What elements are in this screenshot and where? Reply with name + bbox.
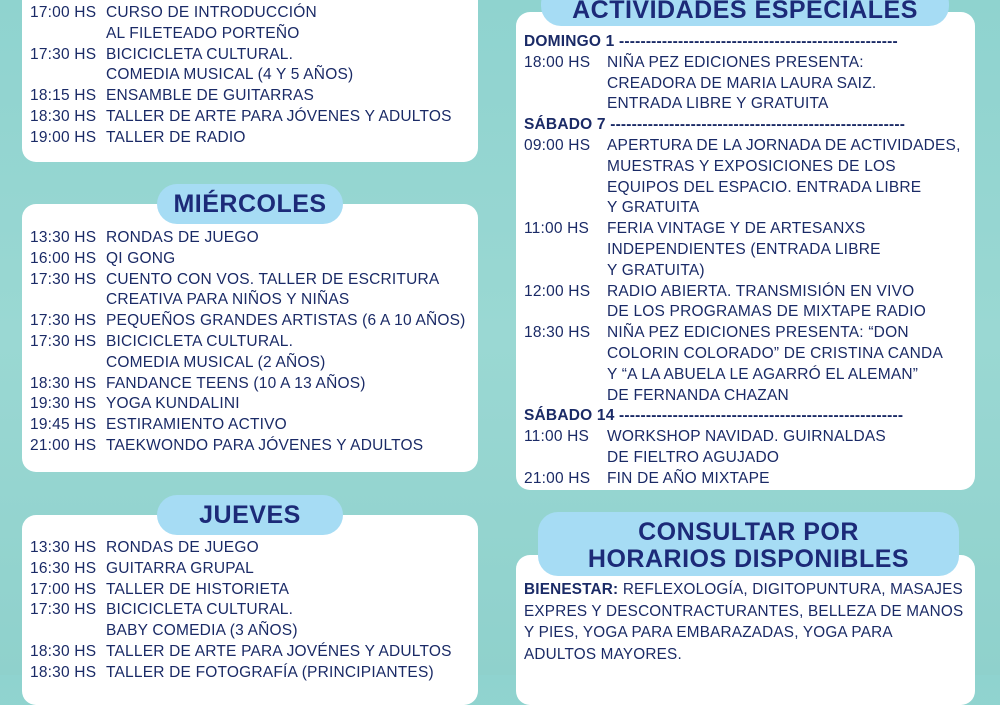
- schedule-activity: TALLER DE ARTE PARA JÓVENES Y ADULTOS: [106, 107, 452, 125]
- schedule-time: 17:30 HS: [30, 601, 97, 619]
- schedule-activity: COLORIN COLORADO” DE CRISTINA CANDA: [607, 344, 943, 362]
- schedule-time: 18:30 HS: [30, 642, 97, 660]
- miercoles-schedule-rows: [30, 228, 472, 457]
- special-day-label: DOMINGO 1 ----------------------------------------------------: [524, 33, 898, 50]
- schedule-activity: RONDAS DE JUEGO: [106, 229, 259, 246]
- schedule-row: [30, 270, 472, 291]
- schedule-activity: TAEKWONDO PARA JÓVENES Y ADULTOS: [106, 436, 424, 454]
- schedule-activity: ENTRADA LIBRE Y GRATUITA: [607, 95, 829, 113]
- schedule-activity: RADIO ABIERTA. TRANSMISIÓN EN VIVO: [607, 282, 915, 300]
- schedule-time: 21:00 HS: [524, 469, 591, 487]
- schedule-row: [524, 365, 969, 386]
- schedule-row: [524, 282, 969, 303]
- schedule-time: 19:00 HS: [30, 128, 97, 146]
- schedule-row: [524, 198, 969, 219]
- schedule-activity: TALLER DE FOTOGRAFÍA (PRINCIPIANTES): [106, 663, 434, 681]
- schedule-time: [30, 353, 106, 374]
- schedule-row: [30, 24, 472, 45]
- schedule-activity: CREATIVA PARA NIÑOS Y NIÑAS: [106, 291, 350, 309]
- schedule-activity: Y GRATUITA): [607, 261, 705, 279]
- schedule-row: [30, 394, 472, 415]
- schedule-activity: Y GRATUITA: [607, 199, 700, 217]
- schedule-time: 12:00 HS: [524, 282, 591, 300]
- schedule-row: [30, 332, 472, 353]
- especiales-schedule-rows: [524, 32, 969, 490]
- schedule-activity: TALLER DE HISTORIETA: [106, 580, 290, 598]
- schedule-activity: NIÑA PEZ EDICIONES PRESENTA:: [607, 53, 864, 71]
- schedule-time: 18:30 HS: [30, 663, 97, 681]
- schedule-time: 16:00 HS: [30, 249, 97, 267]
- schedule-row: [524, 74, 969, 95]
- schedule-activity: QI GONG: [106, 249, 176, 267]
- schedule-time: [30, 290, 106, 311]
- schedule-activity: BICICICLETA CULTURAL.: [106, 601, 294, 619]
- schedule-row: [524, 323, 969, 344]
- special-day-label: SÁBADO 14 -----------------------------------------------------: [524, 407, 904, 425]
- schedule-activity: WORKSHOP NAVIDAD. GUIRNALDAS: [607, 428, 886, 446]
- schedule-time: 17:00 HS: [30, 580, 97, 598]
- tuesday-schedule-rows: [30, 3, 472, 149]
- schedule-activity: GUITARRA GRUPAL: [106, 559, 254, 577]
- schedule-time: 17:30 HS: [30, 270, 97, 288]
- schedule-row: [30, 45, 472, 66]
- consultar-title: [538, 512, 959, 576]
- schedule-time: 13:30 HS: [30, 539, 97, 556]
- schedule-activity: PEQUEÑOS GRANDES ARTISTAS (6 A 10 AÑOS): [106, 312, 466, 330]
- schedule-time: 21:00 HS: [30, 436, 97, 454]
- schedule-row: [524, 219, 969, 240]
- schedule-time: [524, 261, 607, 282]
- schedule-time: [524, 178, 607, 199]
- schedule-time: [524, 94, 607, 115]
- schedule-time: [524, 302, 607, 323]
- schedule-activity: INDEPENDIENTES (ENTRADA LIBRE: [607, 240, 881, 258]
- schedule-row: [30, 600, 472, 621]
- bienestar-text: REFLEXOLOGÍA, DIGITOPUNTURA, MASAJES EXPRES Y DESCONTRACTURANTES, BELLEZA DE MANOS Y PIES, YOGA PARA EMBARAZADAS, YOGA PARA ADULTOS MAYORES.: [524, 581, 964, 663]
- schedule-row: [524, 261, 969, 282]
- schedule-row: [30, 374, 472, 395]
- schedule-row: [30, 538, 472, 559]
- special-day-label: SÁBADO 7 -------------------------------------------------------: [524, 116, 906, 134]
- schedule-row: [524, 94, 969, 115]
- schedule-row: [30, 107, 472, 128]
- schedule-time: 16:30 HS: [30, 559, 97, 577]
- schedule-time: [524, 365, 607, 386]
- schedule-activity: TALLER DE ARTE PARA JOVÉNES Y ADULTOS: [106, 642, 452, 660]
- miercoles-card: [22, 204, 478, 472]
- schedule-time: 18:30 HS: [30, 107, 97, 125]
- schedule-row: [30, 86, 472, 107]
- schedule-time: [524, 386, 607, 407]
- schedule-row: [30, 642, 472, 663]
- schedule-time: [30, 65, 106, 86]
- schedule-row: [30, 580, 472, 601]
- schedule-activity: DE LOS PROGRAMAS DE MIXTAPE RADIO: [607, 303, 926, 321]
- bienestar-label: BIENESTAR:: [524, 581, 619, 598]
- schedule-time: [30, 24, 106, 45]
- schedule-time: 09:00 HS: [524, 136, 591, 154]
- schedule-time: 18:00 HS: [524, 53, 591, 71]
- actividades-especiales-card: [516, 12, 975, 490]
- schedule-time: 17:30 HS: [30, 45, 97, 63]
- schedule-time: [524, 157, 607, 178]
- schedule-activity: CUENTO CON VOS. TALLER DE ESCRITURA: [106, 270, 440, 288]
- schedule-time: [524, 448, 607, 469]
- schedule-row: [524, 448, 969, 469]
- schedule-row: [30, 128, 472, 149]
- schedule-row: [524, 136, 969, 157]
- schedule-row: [524, 302, 969, 323]
- schedule-activity: DE FIELTRO AGUJADO: [607, 448, 780, 466]
- schedule-activity: BICICICLETA CULTURAL.: [106, 332, 294, 350]
- schedule-time: 19:30 HS: [30, 395, 97, 413]
- schedule-time: 17:30 HS: [30, 332, 97, 350]
- tuesday-schedule-card: [22, 0, 478, 162]
- schedule-activity: CREADORA DE MARIA LAURA SAIZ.: [607, 74, 877, 92]
- miercoles-title: MIÉRCOLES: [157, 184, 343, 224]
- schedule-row: [30, 436, 472, 457]
- schedule-row: [30, 621, 472, 642]
- schedule-time: 18:30 HS: [524, 324, 591, 342]
- schedule-activity: MUESTRAS Y EXPOSICIONES DE LOS: [607, 157, 896, 175]
- schedule-activity: ENSAMBLE DE GUITARRAS: [106, 87, 315, 105]
- consultar-card: [516, 555, 975, 705]
- schedule-row: [30, 290, 472, 311]
- schedule-row: [524, 53, 969, 74]
- schedule-row: [30, 228, 472, 249]
- schedule-activity: APERTURA DE LA JORNADA DE ACTIVIDADES,: [607, 136, 961, 154]
- schedule-row: [30, 65, 472, 86]
- schedule-row: [524, 157, 969, 178]
- schedule-activity: Y “A LA ABUELA LE AGARRÓ EL ALEMAN”: [607, 365, 919, 383]
- consultar-title-line2: HORARIOS DISPONIBLES: [587, 545, 910, 573]
- schedule-row: [524, 469, 969, 490]
- schedule-row: [30, 353, 472, 374]
- schedule-time: 11:00 HS: [524, 220, 590, 238]
- schedule-activity: YOGA KUNDALINI: [106, 395, 240, 413]
- schedule-activity: AL FILETEADO PORTEÑO: [106, 24, 300, 42]
- schedule-time: [524, 74, 607, 95]
- schedule-row: [524, 344, 969, 365]
- schedule-time: 18:15 HS: [30, 87, 97, 105]
- schedule-time: 11:00 HS: [524, 428, 590, 446]
- schedule-row: [30, 559, 472, 580]
- bienestar-paragraph: [524, 579, 967, 665]
- schedule-activity: DE FERNANDA CHAZAN: [607, 386, 789, 404]
- jueves-card: [22, 515, 478, 705]
- schedule-activity: COMEDIA MUSICAL (4 Y 5 AÑOS): [106, 66, 354, 84]
- consultar-title-line1: CONSULTAR POR: [638, 518, 859, 546]
- schedule-time: [30, 621, 106, 642]
- schedule-row: [524, 386, 969, 407]
- schedule-activity: BICICICLETA CULTURAL.: [106, 45, 294, 63]
- schedule-row: [30, 3, 472, 24]
- schedule-time: 18:30 HS: [30, 374, 97, 392]
- schedule-activity: NIÑA PEZ EDICIONES PRESENTA: “DON: [607, 324, 909, 342]
- jueves-schedule-rows: [30, 538, 472, 684]
- schedule-activity: ESTIRAMIENTO ACTIVO: [106, 416, 287, 434]
- schedule-time: [524, 240, 607, 261]
- schedule-row: [30, 311, 472, 332]
- schedule-activity: FANDANCE TEENS (10 A 13 AÑOS): [106, 374, 366, 392]
- schedule-activity: CURSO DE INTRODUCCIÓN: [106, 4, 317, 21]
- schedule-row: [524, 427, 969, 448]
- schedule-row: [30, 249, 472, 270]
- schedule-activity: RONDAS DE JUEGO: [106, 539, 259, 556]
- jueves-title: JUEVES: [157, 495, 343, 535]
- schedule-activity: EQUIPOS DEL ESPACIO. ENTRADA LIBRE: [607, 178, 922, 196]
- actividades-especiales-title: ACTIVIDADES ESPECIALES: [541, 0, 949, 26]
- schedule-activity: FIN DE AÑO MIXTAPE: [607, 469, 770, 487]
- schedule-time: [524, 344, 607, 365]
- schedule-time: 17:00 HS: [30, 4, 97, 21]
- schedule-activity: COMEDIA MUSICAL (2 AÑOS): [106, 353, 326, 371]
- schedule-activity: BABY COMEDIA (3 AÑOS): [106, 622, 298, 640]
- schedule-row: [30, 415, 472, 436]
- schedule-time: 17:30 HS: [30, 312, 97, 330]
- schedule-time: 19:45 HS: [30, 416, 97, 434]
- schedule-activity: FERIA VINTAGE Y DE ARTESANXS: [607, 220, 866, 238]
- schedule-row: [524, 240, 969, 261]
- schedule-activity: TALLER DE RADIO: [106, 128, 246, 146]
- schedule-row: [524, 178, 969, 199]
- schedule-row: [30, 663, 472, 684]
- schedule-time: 13:30 HS: [30, 229, 97, 246]
- schedule-time: [524, 198, 607, 219]
